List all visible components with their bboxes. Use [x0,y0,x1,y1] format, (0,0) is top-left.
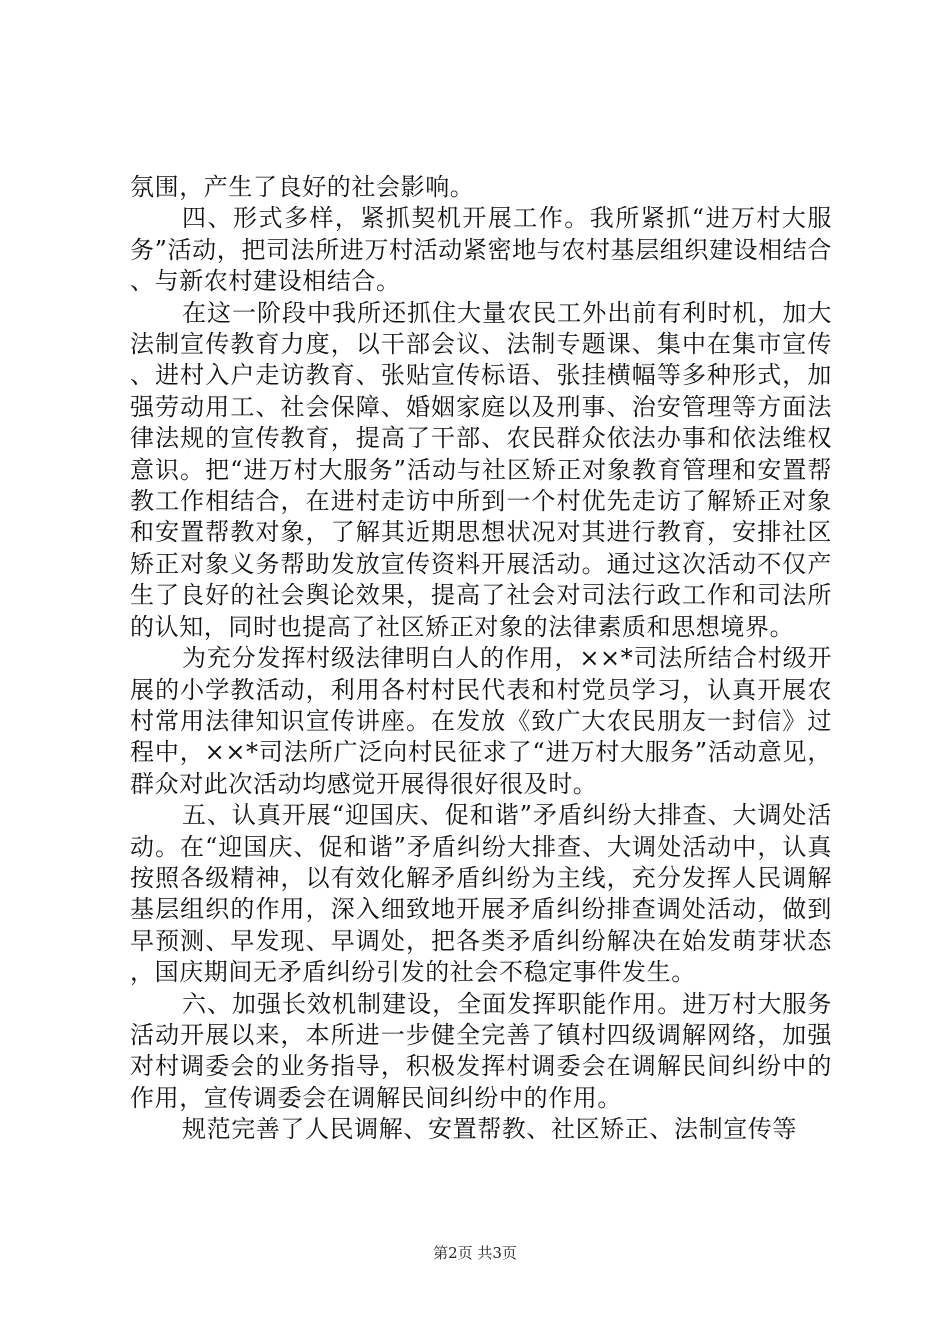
paragraph-continuation: 氛围，产生了良好的社会影响。 [130,173,475,201]
document-body [130,172,832,1146]
paragraph-section-four: 四、形式多样，紧抓契机开展工作。我所紧抓“进万村大服务”活动，把司法所进万村活动紧密地与农村基层组织建设相结合、与新农村建设相结合。 [130,204,832,296]
paragraph-legal-publicity: 在这一阶段中我所还抓住大量农民工外出前有利时机，加大法制宣传教育力度，以干部会议、法制专题课、集中在集市宣传、进村入户走访教育、张贴宣传标语、张挂横幅等多种形式，加强劳动用工、社会保障、婚姻家庭以及刑事、治安管理等方面法律法规的宣传教育，提高了干部、农民群众依法办事和依法维权意识。把“进万村大服务”活动与社区矫正对象教育管理和安置帮教工作相结合，在进村走访中所到一个村优先走访了解矫正对象和安置帮教对象，了解其近期思想状况对其进行教育，安排社区矫正对象义务帮助发放宣传资料开展活动。通过这次活动不仅产生了良好的社会舆论效果，提高了社会对司法行政工作和司法所的认知，同时也提高了社区矫正对象的法律素质和思想境界。 [130,298,832,641]
paragraph-regulation: 规范完善了人民调解、安置帮教、社区矫正、法制宣传等 [182,1115,797,1144]
paragraph-section-six: 六、加强长效机制建设，全面发挥职能作用。进万村大服务活动开展以来，本所进一步健全完善了镇村四级调解网络，加强对村调委会的业务指导，积极发挥村调委会在调解民间纠纷中的作用，宣传调委会在调解民间纠纷中的作用。 [130,989,832,1112]
page-number-footer: 第2页 共3页 [433,1244,517,1262]
paragraph-section-five: 五、认真开展“迎国庆、促和谐”矛盾纠纷大排查、大调处活动。在“迎国庆、促和谐”矛盾纠纷大排查、大调处活动中，认真按照各级精神，以有效化解矛盾纠纷为主线，充分发挥人民调解基层组织的作用，深入细致地开展矛盾纠纷排查调处活动，做到早预测、早发现、早调处，把各类矛盾纠纷解决在始发萌芽状态，国庆期间无矛盾纠纷引发的社会不稳定事件发生。 [130,801,832,987]
paragraph-village-legal-advisors: 为充分发挥村级法律明白人的作用，××*司法所结合村级开展的小学教活动，利用各村村民代表和村党员学习，认真开展农村常用法律知识宣传讲座。在发放《致广大农民朋友一封信》过程中，××*司法所广泛向村民征求了“进万村大服务”活动意见，群众对此次活动均感觉开展得很好很及时。 [130,644,832,798]
